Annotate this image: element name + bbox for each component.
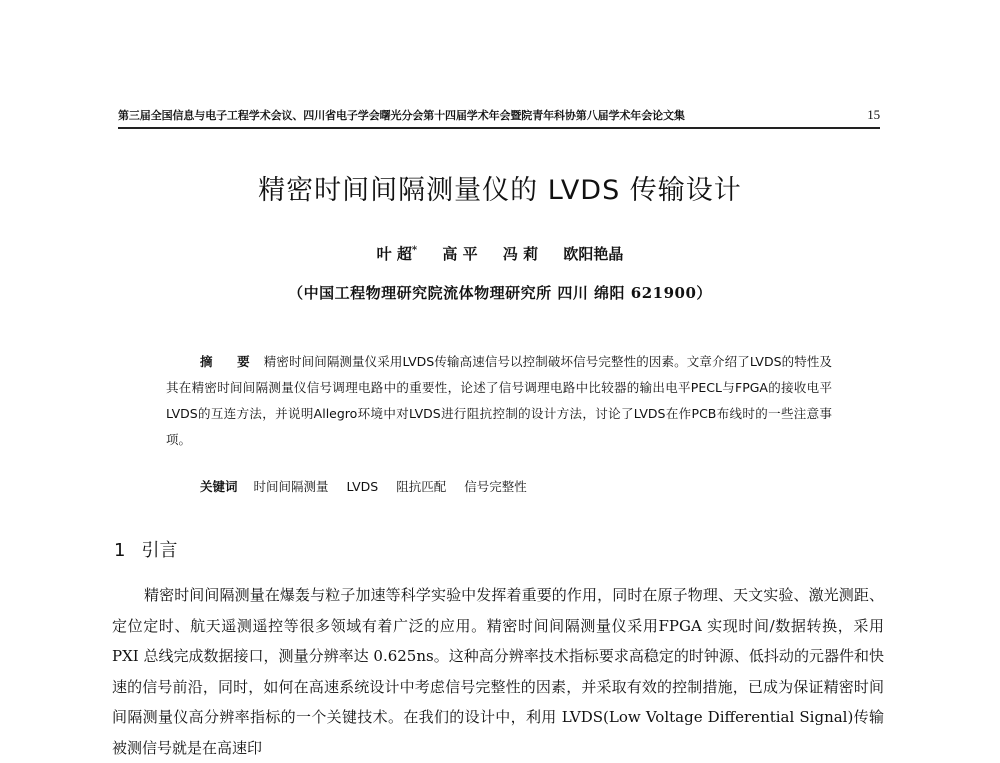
author-1: 叶 超* — [376, 245, 418, 263]
keyword-item: LVDS — [346, 479, 379, 494]
keyword-item: 信号完整性 — [464, 479, 527, 494]
paper-title: 精密时间间隔测量仪的 LVDS 传输设计 — [258, 175, 742, 206]
conference-name: 第三届全国信息与电子工程学术会议、四川省电子学会曙光分会第十四届学术年会暨院青年科协第八届学术年会论文集 — [118, 109, 685, 122]
corresponding-author-mark: * — [411, 245, 418, 256]
abstract-text: 精密时间间隔测量仪采用LVDS传输高速信号以控制破坏信号完整性的因素。文章介绍了LVDS的特性及其在精密时间间隔测量仪信号调理电路中的重要性，论述了信号调理电路中比较器的输出电平PECL与FPGA的接收电平LVDS的互连方法，并说明Allegro环境中对LVDS进行阻抗控制的设计方法，讨论了LVDS在作PCB布线时的一些注意事项。 — [166, 354, 833, 447]
body-paragraph: 精密时间间隔测量在爆轰与粒子加速等科学实验中发挥着重要的作用，同时在原子物理、天文实验、激光测距、定位定时、航天遥测遥控等很多领域有着广泛的应用。精密时间间隔测量仪采用FPGA 实现时间/数据转换，采用 PXI 总线完成数据接口，测量分辨率达 0.625ns。这种高分辨率技术指标要求高稳定的时钟源、低抖动的元器件和快速的信号前沿，同时，如何在高速系统设计中考虑信号完整性的因素，并采取有效的控制措施，已成为保证精密时间间隔测量仪高分辨率指标的一个关键技术。在我们的设计中，利用 LVDS(Low Voltage Differential Signal)传输被测信号就是在高速印 — [112, 586, 884, 757]
author-2: 高 平 — [442, 245, 478, 263]
section-number: 1 — [114, 540, 126, 561]
keywords-label: 关键词 — [200, 479, 238, 494]
keyword-item: 阻抗匹配 — [396, 479, 447, 494]
abstract-label: 摘 要 — [200, 354, 260, 369]
author-3: 冯 莉 — [502, 245, 539, 263]
author-list — [0, 243, 1000, 264]
section-title: 引言 — [141, 540, 178, 561]
keywords — [200, 477, 840, 495]
running-header — [118, 107, 880, 129]
affiliation: （中国工程物理研究院流体物理研究所 四川 绵阳 621900） — [288, 284, 712, 302]
abstract — [166, 349, 832, 453]
author-4: 欧阳艳晶 — [563, 245, 624, 263]
keyword-item: 时间间隔测量 — [253, 479, 329, 494]
page-number: 15 — [867, 107, 880, 122]
section-heading — [114, 536, 177, 562]
